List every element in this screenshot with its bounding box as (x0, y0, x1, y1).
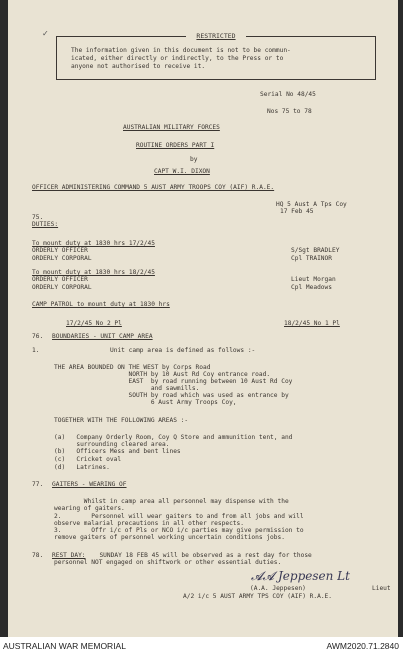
item-77-number: 77. (32, 481, 44, 488)
area-line: (c) Cricket oval (54, 456, 122, 463)
signatory-rank: Lieut (372, 585, 391, 592)
gaiters-line: remove gaiters of personnel working uncertain conditions jobs. (54, 534, 285, 541)
boundary-line: THE AREA BOUNDED ON THE WEST by Corps Road (54, 364, 211, 371)
rest-day-line: SUNDAY 18 FEB 45 will be observed as a rest day for those (92, 552, 312, 559)
restricted-line: anyone not authorised to receive it. (71, 63, 206, 70)
gaiters-line: observe malarial precautions in all other respects. (54, 520, 244, 527)
order-numbers: Nos 75 to 78 (267, 108, 312, 115)
orders-title: ROUTINE ORDERS PART I (136, 142, 215, 149)
date-line: 17 Feb 45 (280, 208, 314, 215)
duty2-name: Lieut Morgan (291, 276, 336, 283)
archive-footer (0, 637, 403, 653)
together-line: TOGETHER WITH THE FOLLOWING AREAS :- (54, 417, 189, 424)
duty1-role: ORDERLY CORPORAL (32, 255, 92, 262)
area-line: surrounding cleared area. (54, 441, 170, 448)
officer-line: OFFICER ADMINISTERING COMMAND 5 AUST ARMY TROOPS COY (AIF) R.A.E. (32, 184, 275, 191)
area-line: (b) Officers Mess and bent lines (54, 448, 181, 455)
rest-day-line: personnel NOT engaged on shiftwork or other essential duties. (54, 559, 282, 566)
item-78-number: 78. (32, 552, 44, 559)
document-page (8, 0, 398, 637)
restricted-line: The information given in this document is not to be commun- (71, 47, 291, 54)
handwritten-signature: 𝓐𝓐 Jeppesen Lt (251, 569, 350, 583)
duty1-title: To mount duty at 1830 hrs 17/2/45 (32, 240, 155, 247)
restricted-notice (56, 32, 376, 80)
boundary-line: NORTH by 10 Aust Rd Coy entrance road. (54, 371, 271, 378)
item-76-sub: 1. (32, 347, 40, 354)
item-76-intro: Unit camp area is defined as follows :- (110, 347, 256, 354)
area-line: (d) Latrines. (54, 464, 110, 471)
handwritten-mark: ✓ (42, 29, 49, 38)
boundary-line: and sawmills. (54, 385, 200, 392)
item-75-label: DUTIES: (32, 221, 59, 228)
footer-institution: AUSTRALIAN WAR MEMORIAL (3, 641, 126, 651)
boundary-line: EAST by road running between 10 Aust Rd Coy (54, 378, 293, 385)
restricted-title: RESTRICTED (186, 32, 246, 40)
patrol-right: 18/2/45 No 1 Pl (284, 320, 340, 327)
signatory-name: (A.A. Jeppesen) (250, 585, 306, 592)
duty1-role: ORDERLY OFFICER (32, 247, 88, 254)
by-text: by (190, 156, 198, 163)
gaiters-line: 3. Offr i/c of Pls or NCO i/c parties may give permission to (54, 527, 304, 534)
item-75-number: 75. (32, 214, 44, 221)
camp-patrol-line: CAMP PATROL to mount duty at 1830 hrs (32, 301, 170, 308)
duty2-role: ORDERLY CORPORAL (32, 284, 92, 291)
duty1-name: Cpl TRAINOR (291, 255, 332, 262)
duty2-name: Cpl Meadows (291, 284, 332, 291)
duty1-name: S/Sgt BRADLEY (291, 247, 340, 254)
unit-heading: AUSTRALIAN MILITARY FORCES (123, 124, 220, 131)
gaiters-line: Whilst in camp area all personnel may dispense with the (54, 498, 289, 505)
item-78-label: REST DAY: (52, 552, 86, 559)
boundary-line: 6 Aust Army Troops Coy, (54, 399, 237, 406)
commander-name: CAPT W.I. DIXON (154, 168, 210, 175)
boundary-line: SOUTH by road which was used as entrance by (54, 392, 289, 399)
footer-accession: AWM2020.71.2840 (326, 641, 399, 651)
item-76-label: BOUNDARIES - UNIT CAMP AREA (52, 333, 153, 340)
gaiters-line: 2. Personnel will wear gaiters to and from all jobs and will (54, 513, 304, 520)
item-77-label: GAITERS - WEARING OF (52, 481, 127, 488)
restricted-line: icated, either directly or indirectly, to the Press or to (71, 55, 284, 62)
item-76-number: 76. (32, 333, 44, 340)
serial-number: Serial No 48/45 (260, 91, 316, 98)
area-line: (a) Company Orderly Room, Coy Q Store and ammunition tent, and (54, 434, 293, 441)
patrol-left: 17/2/45 No 2 Pl (66, 320, 122, 327)
hq-line: HQ 5 Aust A Tps Coy (276, 201, 347, 208)
signatory-appointment: A/2 i/c 5 AUST ARMY TPS COY (AIF) R.A.E. (183, 593, 333, 600)
duty2-title: To mount duty at 1830 hrs 18/2/45 (32, 269, 155, 276)
gaiters-line: wearing of gaiters. (54, 505, 125, 512)
duty2-role: ORDERLY OFFICER (32, 276, 88, 283)
